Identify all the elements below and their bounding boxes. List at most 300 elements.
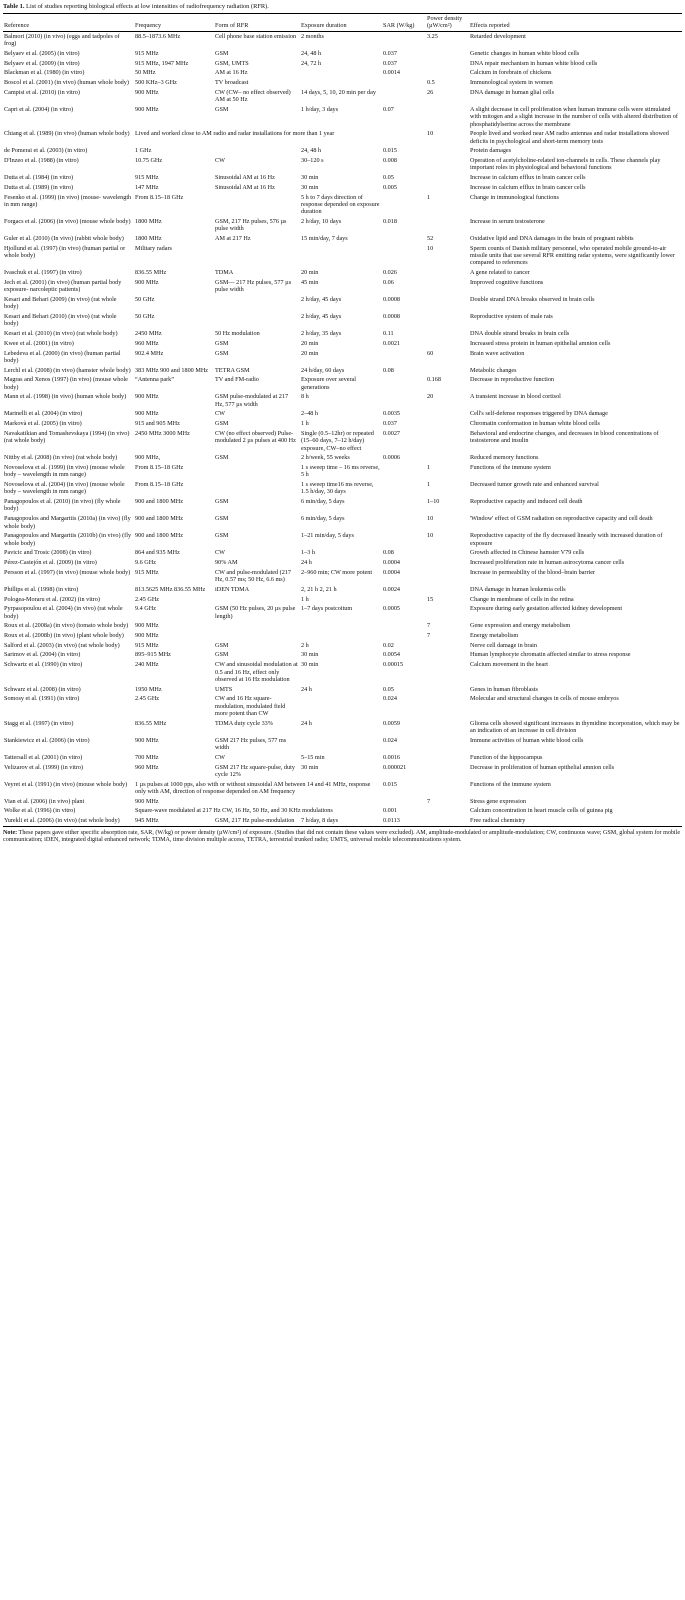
cell-power-density: 26 — [427, 88, 434, 96]
cell-form — [214, 796, 300, 806]
cell-form: TETRA GSM — [215, 366, 250, 374]
cell-power-density: 10 — [427, 532, 434, 540]
cell-power-density — [426, 684, 469, 694]
table-row — [3, 816, 682, 826]
cell-frequency: 836.55 MHz — [135, 269, 167, 277]
cell-effects: Decreased tumor growth rate and enhanced survival — [470, 481, 599, 489]
cell-form: 90% AM — [215, 559, 238, 566]
cell-effects: Decrease in reproductive function — [470, 376, 555, 384]
table-row — [3, 694, 682, 718]
cell-frequency: 900 and 1800 MHz — [135, 498, 183, 506]
cell-frequency: 50 MHz — [135, 69, 156, 77]
cell-reference: Stagg et al. (1997) (in vitro) — [4, 719, 74, 727]
table-row — [3, 49, 682, 59]
cell-form: GSM pulse-modulated at 217 Hz, 577 µs width — [215, 393, 289, 408]
cell-reference: Persson et al. (1997) (in vivo) (mouse whole body) — [4, 568, 131, 576]
cell-reference: Wolke et al. (1996) (in vitro) — [4, 807, 76, 815]
table-row — [3, 719, 682, 736]
cell-effects: Decrease in proliferation of human epithelial amnion cells — [470, 763, 615, 771]
cell-power-density — [426, 779, 469, 796]
cell-form: GSM — [215, 498, 229, 506]
cell-reference: Jech et al. (2001) (in vivo) (human partial body exposure- narcoleptic patients) — [4, 278, 122, 294]
cell-form: Sinusoidal AM at 16 Hz — [215, 183, 275, 191]
cell-sar: 0.0008 — [383, 313, 401, 320]
cell-duration: 24, 72 h — [301, 59, 322, 67]
cell-reference: Magras and Xenos (1997) (in vivo) (mouse whole body) — [4, 376, 128, 391]
cell-reference: Yurekli et al. (2006) (in vivo) (rat whole body) — [4, 817, 120, 825]
cell-power-density: 20 — [427, 393, 434, 401]
table-row — [3, 684, 682, 694]
cell-power-density — [426, 816, 469, 826]
cell-sar: 0.024 — [383, 695, 397, 703]
cell-effects: Immune activities of human white blood cells — [470, 736, 584, 744]
cell-duration: 1–7 days postcoitum — [301, 605, 353, 613]
cell-frequency: 1 GHz — [135, 147, 152, 155]
cell-power-density — [426, 105, 469, 129]
cell-effects: Retarded development — [470, 32, 526, 40]
cell-reference: Belyaev et al. (2009) (in vitro) — [4, 59, 80, 67]
cell-frequency: 915 MHz — [135, 568, 159, 576]
cell-sar: 0.0113 — [383, 817, 400, 825]
cell-sar: 0.0016 — [383, 753, 401, 761]
cell-sar: 0.015 — [383, 147, 397, 155]
cell-power-density — [426, 49, 469, 59]
cell-power-density — [426, 295, 469, 312]
cell-sar: 0.05 — [383, 174, 394, 182]
cell-power-density: 7 — [427, 622, 431, 630]
cell-power-density — [426, 736, 469, 753]
table-row — [3, 604, 682, 621]
cell-reference: Chiang et al. (1989) (in vivo) (human whole body) — [4, 130, 130, 138]
caption-label: Table 1. — [3, 3, 25, 10]
cell-effects: Chromatin conformation in human white blood cells — [470, 420, 600, 428]
cell-frequency: 10.75 GHz — [135, 157, 163, 165]
cell-form — [214, 295, 300, 312]
cell-form — [214, 463, 300, 480]
table-caption — [3, 3, 682, 11]
cell-effects: Oxidative lipid and DNA damages in the brain of pregnant rabbits — [470, 235, 634, 243]
cell-reference: Capri et al. (2004) (in vitro) — [4, 105, 74, 113]
cell-form: CW (no effect observed) Pulse-modulated 2 µs pulses at 400 Hz — [215, 429, 296, 445]
cell-effects: Increased stress protein in human epithelial amnion cells — [470, 339, 611, 347]
cell-effects: DNA damage in human glial cells — [470, 88, 555, 96]
cell-effects: Function of the hippocampus — [470, 753, 543, 761]
header-effects: Effects reported — [470, 22, 510, 30]
cell-reference: Dutta et al. (1984) (in vitro) — [4, 174, 74, 182]
cell-form: CW and pulse-modulated (217 Hz, 0.57 ms; 50 Hz, 6.6 ms) — [215, 568, 292, 584]
cell-effects: Reduced memory functions — [470, 454, 539, 462]
cell-form: Cell phone base station emission — [215, 32, 297, 40]
cell-sar: 0.00015 — [383, 661, 404, 669]
cell-sar: 0.0004 — [383, 568, 401, 576]
cell-sar: 0.0035 — [383, 410, 401, 418]
cell-power-density — [426, 268, 469, 278]
cell-reference: Kesari and Behari (2009) (in vivo) (rat whole body) — [4, 295, 117, 311]
cell-sar: 0.001 — [383, 807, 397, 815]
cell-effects: Human lymphocyte chromatin affected similar to stress response — [470, 651, 631, 659]
studies-table — [3, 13, 682, 827]
cell-duration: 5 h to 7 days direction of response depended on exposure duration — [301, 193, 380, 216]
cell-power-density: 3.25 — [427, 32, 438, 40]
cell-reference: D'Inzeo et al. (1988) (in vitro) — [4, 157, 79, 165]
cell-reference: Panagopoulos et al. (2010) (in vivo) (fly whole body) — [4, 498, 121, 513]
cell-power-density — [426, 173, 469, 183]
cell-reference: Blackman et al. (1980) (in vitro) — [4, 69, 85, 77]
cell-effects: Reproductive capacity of the fly decreased linearly with increased duration of exposure — [470, 532, 663, 547]
cell-reference: Panagopoulos and Margaritis (2010b) (in vivo) (fly whole body) — [4, 532, 132, 547]
table-row — [3, 548, 682, 558]
cell-duration: 20 min — [301, 269, 319, 277]
cell-power-density: 60 — [427, 349, 434, 357]
table-row — [3, 68, 682, 78]
table-row — [3, 779, 682, 796]
cell-sar: 0.008 — [383, 157, 397, 165]
table-row — [3, 58, 682, 68]
cell-frequency: 900 MHz — [135, 622, 159, 630]
cell-power-density — [426, 641, 469, 651]
cell-sar: 0.024 — [383, 736, 397, 744]
cell-sar: 0.018 — [383, 217, 397, 225]
cell-frequency: 915 MHz — [135, 641, 159, 649]
cell-form: CW — [215, 157, 225, 165]
table-row — [3, 419, 682, 429]
cell-duration: 6 min/day, 5 days — [301, 515, 345, 523]
cell-duration: 5–15 min — [301, 753, 325, 761]
cell-duration — [300, 736, 382, 753]
cell-duration: 1 s sweep time16 ms reverse, 1.5 h/day, 30 days — [301, 481, 374, 496]
table-row — [3, 339, 682, 349]
cell-reference: Pologea-Moraru et al. (2002) (in vitro) — [4, 595, 100, 603]
table-row — [3, 806, 682, 816]
cell-form — [214, 594, 300, 604]
cell-frequency: 813.5625 MHz 836.55 MHz — [135, 585, 206, 593]
cell-reference: Somosy et al. (1991) (in vitro) — [4, 695, 80, 703]
cell-power-density: 7 — [427, 797, 431, 805]
cell-frequency: 2.45 GHz — [135, 695, 160, 703]
cell-effects: A slight decrease in cell proliferation when human immune cells were stimulated with mitogen and a slight increase in the number of cells with altered distribution of phosphatidylserine across the membrane — [470, 105, 678, 128]
cell-reference: Kesari et al. (2010) (in vivo) (rat whole body) — [4, 330, 118, 338]
cell-effects: Increase in calcium efflux in brain cancer cells — [470, 174, 586, 182]
cell-reference: Schwartz et al. (1990) (in vitro) — [4, 661, 83, 669]
cell-sar: 0.005 — [383, 183, 397, 191]
cell-exposure-details: Square-wave modulated at 217 Hz CW, 16 Hz, 50 Hz, and 30 KHz modulations — [135, 807, 333, 815]
cell-duration: 2 months — [301, 32, 324, 40]
cell-form — [214, 480, 300, 497]
cell-reference: Tattersall et al. (2001) (in vitro) — [4, 753, 83, 761]
table-row — [3, 594, 682, 604]
cell-effects: Cell's self-defense responses triggered by DNA damage — [470, 410, 608, 418]
cell-reference: Pérez-Castejón et al. (2009) (in vitro) — [4, 559, 97, 566]
table-row — [3, 558, 682, 568]
cell-reference: Boscol et al. (2001) (in vivo) (human whole body) — [4, 79, 129, 87]
cell-sar — [382, 88, 426, 105]
cell-frequency: 1800 MHz — [135, 235, 162, 243]
cell-power-density: 0.168 — [427, 376, 441, 384]
cell-power-density — [426, 604, 469, 621]
cell-form — [214, 192, 300, 216]
cell-sar: 0.0027 — [383, 429, 401, 437]
cell-form: GSM (50 Hz pulses, 20 µs pulse length) — [215, 605, 296, 620]
cell-power-density: 10 — [427, 244, 434, 252]
cell-effects: Functions of the immune system — [470, 463, 551, 471]
cell-duration: Exposure over several generations — [301, 376, 356, 391]
cell-sar — [382, 348, 426, 365]
table-row — [3, 650, 682, 660]
cell-effects: Increase in serum testosterone — [470, 217, 545, 225]
cell-duration: 24, 48 h — [301, 49, 322, 57]
table-row — [3, 585, 682, 595]
cell-form: GSM — [215, 532, 229, 540]
cell-duration: 24 h — [301, 719, 312, 727]
cell-power-density: 10 — [427, 130, 434, 138]
cell-sar: 0.000021 — [383, 763, 407, 771]
cell-reference: Vian et al. (2006) (in vivo) plant — [4, 797, 85, 805]
cell-frequency: 895–915 MHz — [135, 651, 171, 659]
table-row — [3, 88, 682, 105]
table-row — [3, 453, 682, 463]
cell-reference: Mann et al. (1998) (in vivo) (human whole body) — [4, 393, 127, 401]
cell-power-density — [426, 58, 469, 68]
cell-power-density — [426, 429, 469, 453]
cell-duration — [300, 631, 382, 641]
caption-text: List of studies reporting biological effects at low intensities of radiofrequency radiation (RFR). — [26, 3, 269, 10]
cell-frequency: 147 MHz — [135, 183, 159, 191]
cell-frequency: 900 MHz — [135, 278, 159, 286]
cell-effects: Double strand DNA breaks observed in brain cells — [470, 295, 595, 303]
cell-reference: Phillips et al. (1998) (in vitro) — [4, 585, 79, 593]
cell-frequency: 2450 MHz — [135, 330, 162, 338]
table-body — [3, 31, 682, 826]
cell-form: GSM, UMTS — [215, 59, 249, 67]
table-header-row — [3, 14, 682, 32]
cell-effects: Immunological system in women — [470, 79, 553, 87]
cell-effects: Energy metabolism — [470, 632, 519, 639]
cell-frequency: 900 MHz — [135, 797, 159, 805]
cell-effects: DNA double strand breaks in brain cells — [470, 330, 570, 338]
cell-frequency: 960 MHz — [135, 339, 159, 347]
cell-form: CW (CW– no effect observed) AM at 50 Hz — [215, 88, 291, 104]
cell-reference: Forgacs et al. (2006) (in vivo) (mouse whole body) — [4, 217, 131, 225]
cell-duration: 2 h/day, 10 days — [301, 217, 342, 225]
cell-duration: 30 min — [301, 651, 319, 659]
cell-form: GSM 217 Hz pulses, 577 ms width — [215, 736, 287, 752]
cell-sar: 0.07 — [383, 105, 394, 113]
cell-reference: Dutta et al. (1989) (in vitro) — [4, 183, 74, 191]
cell-form: AM at 16 Hz — [215, 69, 248, 77]
cell-effects: Metabolic changes — [470, 366, 517, 374]
cell-power-density — [426, 278, 469, 295]
cell-form: GSM, 217 Hz pulse-modulation — [215, 817, 295, 825]
cell-power-density — [426, 660, 469, 684]
cell-duration: 6 min/day, 5 days — [301, 498, 345, 506]
cell-frequency: 902.4 MHz — [135, 349, 164, 357]
table-row — [3, 217, 682, 234]
cell-sar — [382, 375, 426, 392]
cell-form: TV broadcast — [215, 79, 249, 87]
cell-frequency: 50 GHz — [135, 313, 155, 320]
table-row — [3, 736, 682, 753]
table-row — [3, 192, 682, 216]
cell-duration — [300, 796, 382, 806]
cell-power-density — [426, 329, 469, 339]
cell-power-density — [426, 719, 469, 736]
cell-effects: Exposure during early gestation affected kidney development — [470, 605, 623, 613]
cell-effects: Sperm counts of Danish military personnel, who operated mobile ground-to-air missile units that use several RFR emitting radar systems, were significantly lower compared to references — [470, 244, 675, 267]
cell-form: TDMA — [215, 269, 234, 277]
table-row — [3, 183, 682, 193]
table-row — [3, 753, 682, 763]
cell-sar: 0.08 — [383, 366, 394, 374]
header-sar: SAR (W/kg) — [383, 22, 415, 30]
cell-form: CW — [215, 549, 225, 557]
cell-sar: 0.0004 — [383, 559, 401, 566]
cell-effects: Increased proliferation rate in human astrocytoma cancer cells — [470, 559, 625, 566]
cell-effects: Reproductive system of male rats — [470, 313, 553, 320]
cell-frequency: 900 MHz, — [135, 454, 161, 462]
cell-form: CW and 16 Hz square-modulation, modulated field more potent than CW — [215, 695, 286, 717]
cell-power-density — [426, 409, 469, 419]
cell-sar: 0.06 — [383, 278, 394, 286]
cell-power-density — [426, 806, 469, 816]
cell-reference: Hjollund et al. (1997) (in vivo) (human partial or whole body) — [4, 244, 126, 260]
cell-frequency: 900 and 1800 MHz — [135, 532, 183, 540]
cell-duration: 1 h — [301, 420, 309, 428]
cell-exposure-details: Lived and worked close to AM radio and radar installations for more than 1 year — [135, 130, 335, 138]
header-duration: Exposure duration — [301, 22, 347, 30]
cell-sar: 0.0006 — [383, 454, 401, 462]
cell-reference: Salford et al. (2003) (in vivo) (rat whole body) — [4, 641, 120, 649]
cell-reference: Stankiewicz et al. (2006) (in vitro) — [4, 736, 90, 744]
cell-duration: 20 min — [301, 349, 319, 357]
cell-form: CW — [215, 753, 225, 761]
cell-reference: Ivaschuk et al. (1997) (in vitro) — [4, 269, 82, 277]
cell-duration: 1–3 h — [301, 549, 315, 557]
cell-sar: 0.037 — [383, 59, 397, 67]
cell-power-density — [426, 650, 469, 660]
cell-sar — [382, 392, 426, 409]
cell-power-density: 1 — [427, 463, 431, 471]
table-row — [3, 531, 682, 548]
cell-exposure-details: 1 µs pulses at 1000 pps, also with or without sinusoidal AM between 14 and 41 MHz, response only with AM, direction of response depended on AM frequency — [135, 780, 371, 795]
cell-form: GSM — [215, 641, 229, 649]
cell-sar: 0.0021 — [383, 339, 401, 347]
cell-frequency: 900 MHz — [135, 410, 159, 418]
cell-reference: Kesari and Behari (2010) (in vivo) (rat whole body) — [4, 313, 117, 328]
cell-frequency: 945 MHz — [135, 817, 159, 825]
cell-sar — [382, 480, 426, 497]
cell-reference: Navakatikian and Tomashevskaya (1994) (in vivo) (rat whole body) — [4, 429, 130, 445]
cell-sar — [382, 192, 426, 216]
table-row — [3, 244, 682, 268]
table-row — [3, 392, 682, 409]
cell-effects: Increase in calcium efflux in brain cancer cells — [470, 183, 586, 191]
cell-sar: 0.11 — [383, 330, 394, 338]
cell-reference: Novoselova et al. (2004) (in vivo) (mouse whole body – wavelength in mm range) — [4, 481, 125, 496]
cell-duration — [300, 244, 382, 268]
cell-sar — [382, 129, 426, 146]
cell-reference: Panagopoulos and Margaritis (2010a) (in vivo) (fly whole body) — [4, 515, 131, 530]
cell-power-density — [426, 146, 469, 156]
header-frequency: Frequency — [135, 22, 162, 30]
cell-power-density: 10 — [427, 515, 434, 523]
cell-form: GSM — [215, 420, 229, 428]
cell-frequency: 240 MHz — [135, 661, 159, 669]
cell-sar: 0.037 — [383, 420, 397, 428]
cell-power-density — [426, 753, 469, 763]
cell-effects: A transient increase in blood cortisol — [470, 393, 561, 401]
cell-form: AM at 217 Hz — [215, 235, 251, 243]
table-row — [3, 480, 682, 497]
cell-frequency: 700 MHz — [135, 753, 159, 761]
cell-reference: Guler et al. (2010) (In vivo) (rabbit whole body) — [4, 235, 124, 243]
cell-duration: 2–960 min; CW more potent — [301, 568, 373, 576]
cell-frequency: 900 MHz — [135, 632, 159, 639]
cell-effects: 'Window' effect of GSM radiation on reproductive capacity and cell death — [470, 515, 653, 523]
cell-frequency: 960 MHz — [135, 763, 159, 771]
table-row — [3, 796, 682, 806]
cell-frequency: 915 and 905 MHz — [135, 420, 180, 428]
cell-reference: Velizarov et al. (1999) (in vitro) — [4, 763, 84, 771]
table-row — [3, 105, 682, 129]
table-row — [3, 278, 682, 295]
cell-sar: 0.05 — [383, 685, 394, 693]
cell-form — [214, 621, 300, 631]
table-row — [3, 348, 682, 365]
cell-power-density — [426, 156, 469, 173]
table-row — [3, 631, 682, 641]
cell-frequency: 915 MHz — [135, 49, 159, 57]
cell-power-density: 1 — [427, 193, 431, 201]
cell-power-density: 15 — [427, 595, 434, 603]
cell-effects: Genetic changes in human white blood cells — [470, 49, 580, 57]
table-row — [3, 146, 682, 156]
cell-form: GSM — [215, 454, 229, 462]
cell-reference: Marinelli et al. (2004) (in vitro) — [4, 410, 83, 418]
cell-form: GSM — [215, 651, 229, 659]
table-row — [3, 429, 682, 453]
cell-power-density — [426, 339, 469, 349]
table-row — [3, 762, 682, 779]
cell-effects: Brain wave activation — [470, 349, 525, 357]
note-text: These papers gave either specific absorption rate, SAR, (W/kg) or power density (µW/cm²) of exposure. (Studies that did not contain these values were excluded). AM, amplitude-modulated or amplitude-modulation; CW, continuous wave; GSM, global system for mobile communication; iDEN, integrated digital enhanced network; TDMA, time division multiple access, TETRA, terrestrial trunked radio; UMTS, universal mobile telecommunications system. — [3, 829, 681, 844]
cell-duration: Single (0.5–12hr) or repeated (15–60 days, 7–12 h/day) exposure, CW–no effect — [301, 429, 374, 452]
table-row — [3, 568, 682, 585]
cell-frequency: 900 MHz — [135, 88, 159, 96]
cell-form — [214, 631, 300, 641]
cell-duration: 7 h/day, 8 days — [301, 817, 339, 825]
cell-effects: DNA repair mechanism in human white blood cells — [470, 59, 598, 67]
cell-sar: 0.0024 — [383, 585, 401, 593]
cell-power-density: 1–10 — [427, 498, 440, 506]
cell-duration: 2 h/day, 45 days — [301, 295, 342, 303]
cell-reference: Sarimov et al. (2004) (in vitro) — [4, 651, 81, 659]
table-row — [3, 78, 682, 88]
cell-form: GSM 217 Hz square-pulse, duty cycle 12% — [215, 763, 295, 778]
cell-form: GSM, 217 Hz pulses, 576 µs pulse width — [215, 217, 287, 233]
cell-form — [214, 146, 300, 156]
cell-power-density — [426, 762, 469, 779]
cell-duration: 1 h — [301, 595, 309, 603]
cell-power-density: 1 — [427, 481, 431, 489]
cell-duration: 1 s sweep time – 16 ms reverse, 5 h — [301, 463, 380, 479]
table-row — [3, 312, 682, 329]
cell-frequency: 2450 MHz 3000 MHz — [135, 429, 190, 437]
cell-form: 50 Hz modulation — [215, 330, 260, 338]
cell-sar — [382, 234, 426, 244]
cell-power-density — [426, 585, 469, 595]
cell-frequency: 88.5–1873.6 MHz — [135, 32, 181, 40]
header-reference: Reference — [4, 22, 30, 30]
